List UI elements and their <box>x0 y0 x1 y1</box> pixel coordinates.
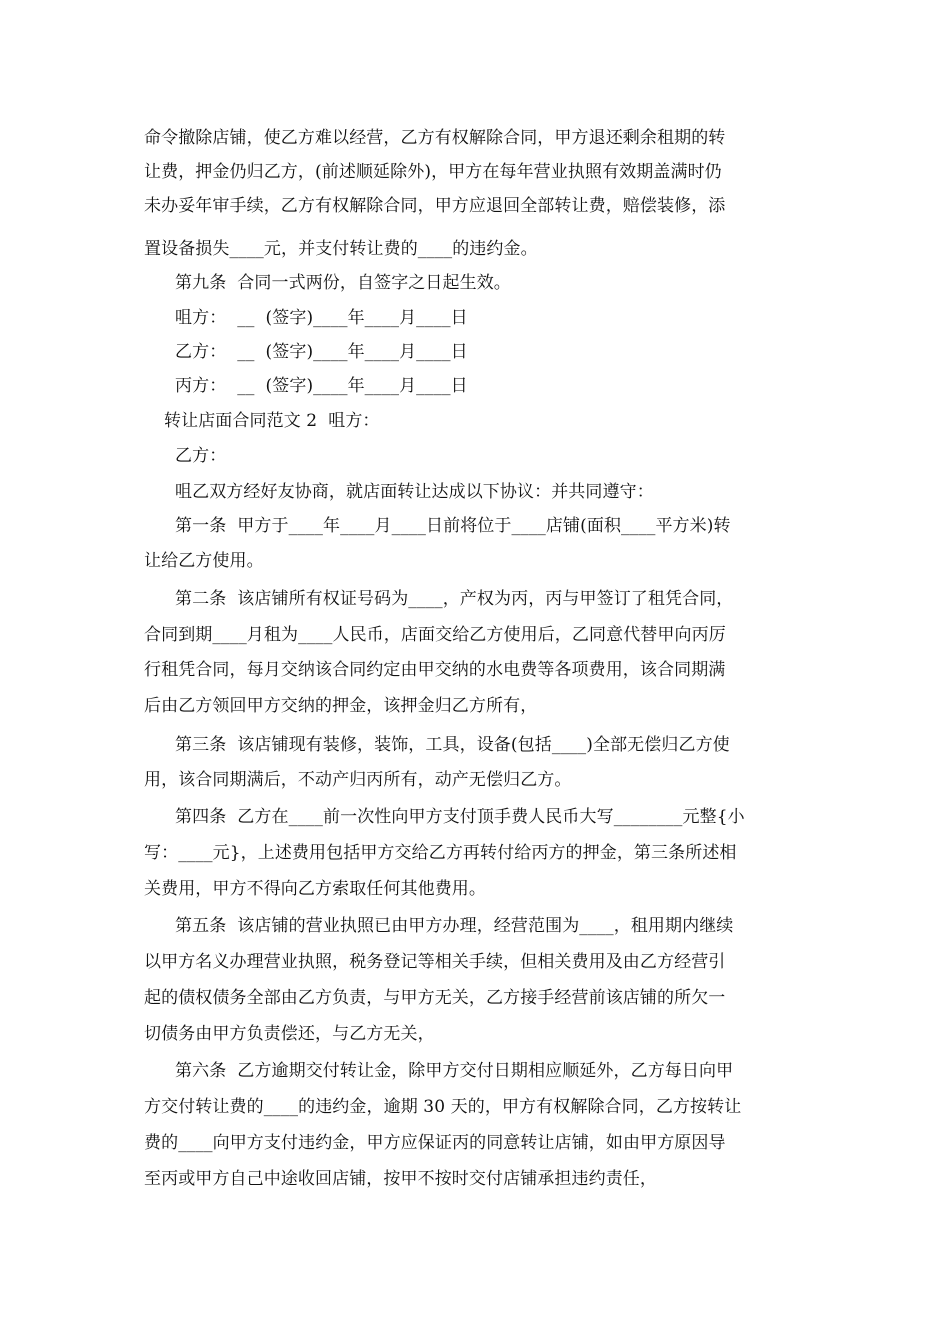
paragraph-line: 后由乙方领回甲方交纳的押金，该押金归乙方所有， <box>144 696 538 716</box>
paragraph-line: 方交付转让费的____的违约金，逾期 30 天的，甲方有权解除合同，乙方按转让 <box>144 1097 742 1117</box>
paragraph-line: 写：____元}，上述费用包括甲方交给乙方再转付给丙方的押金，第三条所述相 <box>144 843 737 863</box>
paragraph-line: 起的债权债务全部由乙方负责，与甲方无关，乙方接手经营前该店铺的所欠一 <box>144 988 726 1008</box>
paragraph-line: 第三条 该店铺现有装修，装饰，工具，设备(包括____)全部无偿归乙方使 <box>175 735 730 755</box>
paragraph-line: 费的____向甲方支付违约金，甲方应保证丙的同意转让店铺，如由甲方原因导 <box>144 1133 726 1153</box>
paragraph-line: 至丙或甲方自己中途收回店铺，按甲不按时交付店铺承担违约责任， <box>144 1169 657 1189</box>
party-b-line: 乙方： <box>175 446 227 466</box>
paragraph-line: 置设备损失____元，并支付转让费的____的违约金。 <box>144 239 538 259</box>
paragraph-line: 行租凭合同，每月交纳该合同约定由甲交纳的水电费等各项费用，该合同期满 <box>144 660 726 680</box>
paragraph-line: 第四条 乙方在____前一次性向甲方支付顶手费人民币大写________元整{小 <box>175 807 745 827</box>
paragraph-line: 让给乙方使用。 <box>144 551 264 571</box>
signature-line-party-c: 丙方： __ (签字)____年____月____日 <box>175 376 468 396</box>
section-title-line: 转让店面合同范文 2 咀方： <box>164 411 380 431</box>
paragraph-line: 第一条 甲方于____年____月____日前将位于____店铺(面积____平方米)转 <box>175 516 731 536</box>
signature-line-party-b: 乙方： __ (签字)____年____月____日 <box>175 342 468 362</box>
paragraph-line: 命令撤除店铺，使乙方难以经营，乙方有权解除合同，甲方退还剩余租期的转 <box>144 128 726 148</box>
paragraph-line: 第二条 该店铺所有权证号码为____，产权为丙，丙与甲签订了租凭合同， <box>175 589 734 609</box>
article-heading-line: 第九条 合同一式两份，自签字之日起生效。 <box>175 273 511 293</box>
paragraph-line: 关费用，甲方不得向乙方索取任何其他费用。 <box>144 879 486 899</box>
paragraph-line: 让费，押金仍归乙方，(前述顺延除外)，甲方在每年营业执照有效期盖满时仍 <box>144 162 722 182</box>
paragraph-line: 未办妥年审手续，乙方有权解除合同，甲方应退回全部转让费，赔偿装修，添 <box>144 196 726 216</box>
paragraph-line: 第五条 该店铺的营业执照已由甲方办理，经营范围为____，租用期内继续 <box>175 916 734 936</box>
intro-line: 咀乙双方经好友协商，就店面转让达成以下协议：并共同遵守： <box>175 482 654 502</box>
paragraph-line: 以甲方名义办理营业执照，税务登记等相关手续，但相关费用及由乙方经营引 <box>144 952 726 972</box>
paragraph-line: 切债务由甲方负责偿还，与乙方无关， <box>144 1024 435 1044</box>
signature-line-party-a: 咀方： __ (签字)____年____月____日 <box>175 308 468 328</box>
paragraph-line: 用，该合同期满后，不动产归丙所有，动产无偿归乙方。 <box>144 770 572 790</box>
paragraph-line: 第六条 乙方逾期交付转让金，除甲方交付日期相应顺延外，乙方每日向甲 <box>175 1061 734 1081</box>
paragraph-line: 合同到期____月租为____人民币，店面交给乙方使用后，乙同意代替甲向丙厉 <box>144 625 726 645</box>
